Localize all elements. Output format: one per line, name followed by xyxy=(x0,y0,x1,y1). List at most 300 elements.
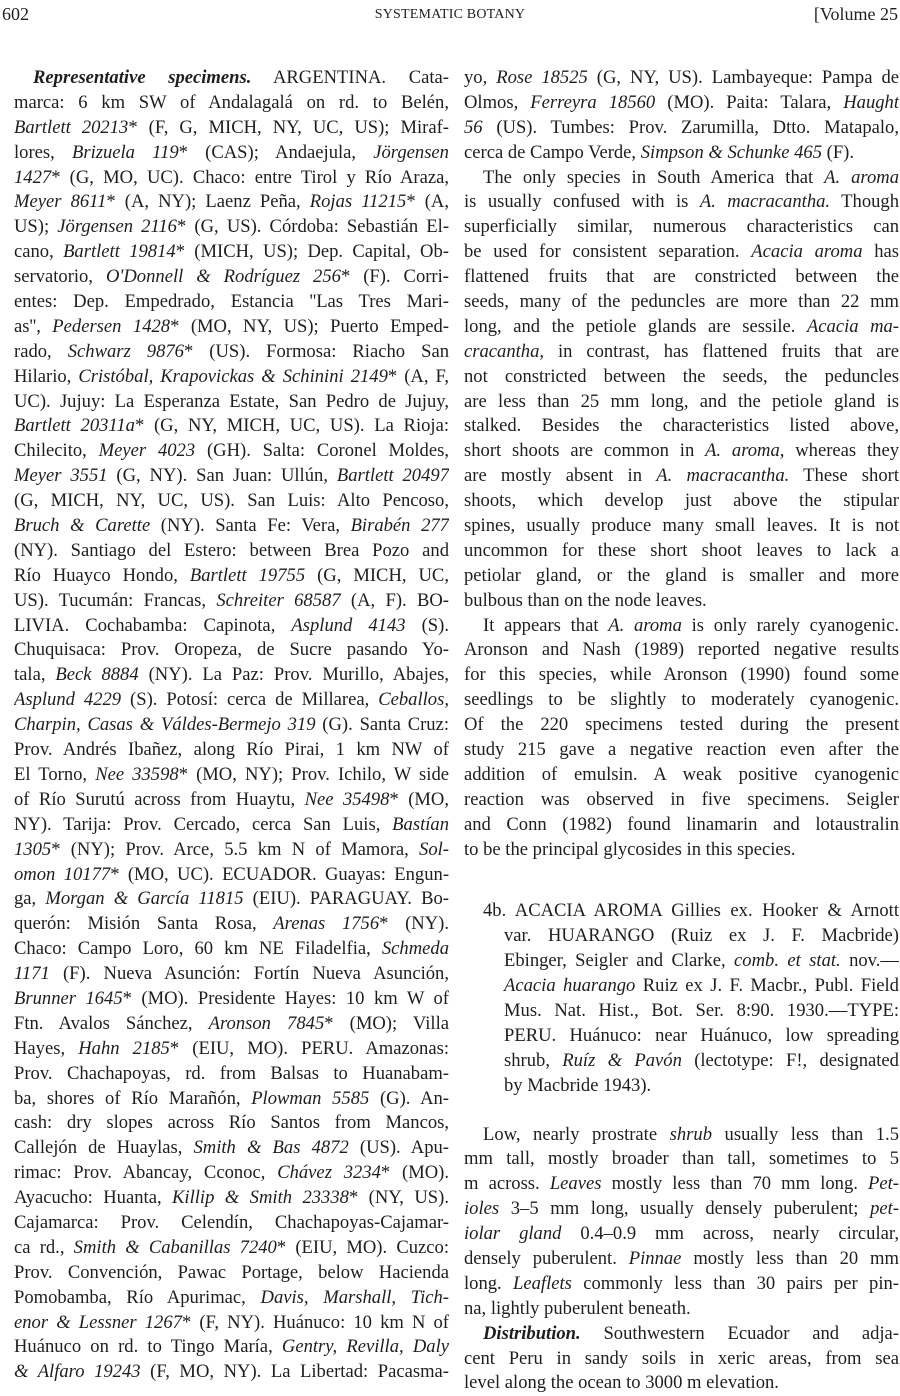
italic-text: & Alfaro 19243 xyxy=(14,1361,141,1383)
left-text-line xyxy=(14,1236,449,1261)
text-run: mostly less than 70 mm long. xyxy=(601,1173,869,1195)
text-run: (S). xyxy=(405,614,449,636)
right-text-line xyxy=(464,1123,899,1148)
italic-text: Pinnae xyxy=(628,1247,682,1269)
text-run: petiolar gland, or the gland is smaller and more xyxy=(464,564,899,586)
text-run: LIVIA. Cochabamba: Capinota, xyxy=(14,614,292,636)
text-run: m across. xyxy=(464,1173,550,1195)
italic-text: Ferreyra 18560 xyxy=(530,91,656,113)
italic-text: Beck 8884 xyxy=(55,664,139,686)
text-run: Hilario, xyxy=(14,365,79,387)
text-run: for this species, while Aronson (1990) found some xyxy=(464,664,899,686)
text-run: Ruiz ex J. F. Macbr., Publ. Field xyxy=(635,975,899,997)
text-run: * (G, NY, MICH, UC, US). La Rioja: xyxy=(134,415,449,437)
italic-text: 1427 xyxy=(14,166,52,188)
left-text-line xyxy=(14,91,449,116)
text-run: * (EIU, MO). Cuzco: xyxy=(276,1236,449,1258)
italic-text: Hahn 2185 xyxy=(78,1037,170,1059)
text-run: * (MO). Presidente Hayes: 10 km W of xyxy=(122,987,449,1009)
left-column xyxy=(14,66,449,1385)
italic-text: Pedersen 1428 xyxy=(52,315,171,337)
left-text-line xyxy=(14,439,449,464)
italic-text: Nee 33598 xyxy=(95,763,179,785)
text-run: long. xyxy=(464,1272,514,1294)
right-text-line xyxy=(464,66,899,91)
text-run: Aronson and Nash (1989) reported negative results xyxy=(464,639,899,661)
right-text-line xyxy=(464,974,899,999)
text-run: The only species in South America that xyxy=(483,166,825,188)
text-run: is usually confused with is xyxy=(464,191,700,213)
text-run: usually less than 1.5 xyxy=(712,1123,899,1145)
text-run: 4b. ACACIA AROMA Gillies ex. Hooker & Arnott xyxy=(483,900,899,922)
text-run: * (NY, US). xyxy=(348,1187,449,1209)
text-run: Prov. Andrés Ibañez, along Río Pirai, 1 km NW of xyxy=(14,739,449,761)
italic-text: Aronson 7845 xyxy=(208,1012,325,1034)
right-text-line xyxy=(464,91,899,116)
right-text-line xyxy=(464,539,899,564)
text-run: (F). Nueva Asunción: Fortín Nueva Asunción, xyxy=(49,963,449,985)
left-text-line xyxy=(14,912,449,937)
text-run: Mus. Nat. Hist., Bot. Ser. 8:90. 1930.—TYPE: xyxy=(504,999,899,1021)
text-run: mostly less than 20 mm xyxy=(681,1247,899,1269)
text-run: * (US). Formosa: Riacho San xyxy=(183,340,449,362)
text-run: shoots, which develop just above the stipular xyxy=(464,490,899,512)
right-text-line xyxy=(464,688,899,713)
left-text-line xyxy=(14,887,449,912)
right-text-line xyxy=(464,788,899,813)
italic-text: Sol- xyxy=(419,838,449,860)
right-text-line xyxy=(464,141,899,166)
text-run: Chilecito, xyxy=(14,440,99,462)
text-run: seeds, many of the peduncles are more than 22 mm xyxy=(464,291,899,313)
italic-text: pet- xyxy=(870,1198,899,1220)
text-run: short shoots are common in xyxy=(464,440,706,462)
text-run: (G). An- xyxy=(369,1087,449,1109)
text-run: ba, shores of Río Marañón, xyxy=(14,1087,252,1109)
text-run: Cajamarca: Prov. Celendín, Chachapoyas-Cajamar- xyxy=(14,1211,449,1233)
italic-text: Chávez 3234 xyxy=(277,1162,381,1184)
left-text-line xyxy=(14,365,449,390)
text-run: superficially similar, numerous characteristics can xyxy=(464,216,899,238)
text-run: 0.4–0.9 mm across, nearly circular, xyxy=(561,1223,899,1245)
italic-text: Schmeda xyxy=(381,938,449,960)
left-text-line xyxy=(14,414,449,439)
left-text-line xyxy=(14,340,449,365)
right-text-line xyxy=(464,813,899,838)
left-text-line xyxy=(14,863,449,888)
right-text-line xyxy=(464,638,899,663)
text-run: * (MO); Villa xyxy=(324,1012,449,1034)
text-run: Ftn. Avalos Sánchez, xyxy=(14,1012,209,1034)
right-text-line xyxy=(464,589,899,614)
right-text-line xyxy=(464,1197,899,1222)
left-text-line xyxy=(14,987,449,1012)
italic-text: Jörgensen xyxy=(373,141,449,163)
italic-text: cracantha, xyxy=(464,340,545,362)
text-run: Huánuco on rd. to Tingo María, xyxy=(14,1336,282,1358)
right-text-line xyxy=(464,489,899,514)
left-text-line xyxy=(14,1161,449,1186)
right-text-line xyxy=(464,663,899,688)
text-run: Ebinger, Seigler and Clarke, xyxy=(504,950,735,972)
italic-text: Haught xyxy=(843,91,899,113)
text-run: servatorio, xyxy=(14,266,106,288)
right-text-line xyxy=(464,614,899,639)
left-text-line xyxy=(14,937,449,962)
right-text-line xyxy=(464,414,899,439)
text-run: (G). Santa Cruz: xyxy=(315,714,449,736)
text-run: marca: 6 km SW of Andalagalá on rd. to Belén, xyxy=(14,91,449,113)
left-text-line xyxy=(14,464,449,489)
left-text-line xyxy=(14,1087,449,1112)
left-text-line xyxy=(14,763,449,788)
text-run: densely puberulent. xyxy=(464,1247,629,1269)
right-text-line xyxy=(464,439,899,464)
right-text-line xyxy=(464,340,899,365)
text-run: (S). Potosí: cerca de Millarea, xyxy=(121,689,379,711)
left-text-line xyxy=(14,713,449,738)
text-run: El Torno, xyxy=(14,763,96,785)
text-run: Of the 220 specimens tested during the present xyxy=(464,714,899,736)
right-text-line xyxy=(464,713,899,738)
text-run: cerca de Campo Verde, xyxy=(464,141,641,163)
italic-text: Meyer 4023 xyxy=(98,440,196,462)
italic-text: Asplund 4143 xyxy=(291,614,406,636)
italic-text: Bruch & Carette xyxy=(14,515,151,537)
text-run: lores, xyxy=(14,141,72,163)
right-text-line xyxy=(464,738,899,763)
text-run: spines, usually produce many small leaves. It is not xyxy=(464,515,899,537)
italic-text: Acacia aroma xyxy=(751,241,863,263)
italic-text: Cristóbal, Krapovickas & Schinini 2149 xyxy=(78,365,388,387)
left-text-line xyxy=(14,1037,449,1062)
text-run: Pomobamba, Río Apurimac, xyxy=(14,1286,261,1308)
text-run: (G, MICH, UC, xyxy=(305,564,449,586)
italic-text: Davis, Marshall, Tich- xyxy=(260,1286,449,1308)
left-text-line xyxy=(14,141,449,166)
text-run: Ayacucho: Huanta, xyxy=(14,1187,173,1209)
left-text-line xyxy=(14,1062,449,1087)
left-text-line xyxy=(14,1261,449,1286)
italic-text: Bartlett 19755 xyxy=(189,564,306,586)
left-text-line xyxy=(14,215,449,240)
text-run: is only rarely cyanogenic. xyxy=(681,614,899,636)
text-run: ARGENTINA. Cata- xyxy=(251,67,449,88)
text-run: (G, NY). San Juan: Ullún, xyxy=(107,465,337,487)
left-text-line xyxy=(14,638,449,663)
left-text-line xyxy=(14,1335,449,1360)
text-run: * (A, xyxy=(406,191,449,213)
right-text-line xyxy=(464,1024,899,1049)
text-run: and Conn (1982) found linamarin and lotaustralin xyxy=(464,813,899,835)
left-text-line xyxy=(14,1286,449,1311)
text-run: long, and the petiole glands are sessile. xyxy=(464,315,807,337)
italic-text: Meyer 8611 xyxy=(14,191,107,213)
text-run: Chuquisaca: Prov. Oropeza, de Sucre pasando Yo- xyxy=(14,639,449,661)
section-heading: Representative specimens. xyxy=(33,67,252,88)
text-run: 3–5 mm long, usually densely puberulent; xyxy=(499,1198,871,1220)
spacer xyxy=(464,887,899,899)
text-run: (F, MO, NY). La Libertad: Pacasma- xyxy=(140,1361,449,1383)
italic-text: Ceballos, xyxy=(378,689,449,711)
left-text-line xyxy=(14,564,449,589)
italic-text: Ruíz & Pavón xyxy=(562,1049,682,1071)
right-text-line xyxy=(464,1147,899,1172)
text-run: * (F, G, MICH, NY, UC, US); Miraf- xyxy=(128,116,449,138)
right-column xyxy=(464,66,899,1396)
text-run: cent Peru in sandy soils in xeric areas, from sea xyxy=(464,1347,899,1369)
text-run: * (EIU, MO). PERU. Amazonas: xyxy=(169,1037,449,1059)
text-run: Río Huayco Hondo, xyxy=(14,564,190,586)
right-text-line xyxy=(464,999,899,1024)
italic-text: 56 xyxy=(464,116,483,138)
text-run: by Macbride 1943). xyxy=(504,1074,652,1096)
left-text-line xyxy=(14,1111,449,1136)
text-run: entes: Dep. Empedrado, Estancia ''Las Tres Mari- xyxy=(14,291,449,313)
italic-text: Birabén 277 xyxy=(350,515,449,537)
italic-text: Pet- xyxy=(868,1173,899,1195)
right-text-line xyxy=(464,1247,899,1272)
italic-text: Bartlett 20213 xyxy=(14,116,129,138)
text-run: tala, xyxy=(14,664,56,686)
italic-text: A. aroma xyxy=(824,166,899,188)
text-run: not constricted between the seeds, the peduncles xyxy=(464,365,899,387)
right-text-line xyxy=(464,215,899,240)
text-run: * (MO). xyxy=(380,1162,449,1184)
italic-text: Brunner 1645 xyxy=(14,987,123,1009)
italic-text: Bartlett 20497 xyxy=(336,465,449,487)
italic-text: Smith & Cabanillas 7240 xyxy=(73,1236,277,1258)
text-run: (NY). Santa Fe: Vera, xyxy=(150,515,351,537)
left-text-line xyxy=(14,589,449,614)
left-text-line xyxy=(14,489,449,514)
text-run: addition of emulsin. A weak positive cyanogenic xyxy=(464,763,899,785)
right-text-line xyxy=(464,924,899,949)
left-text-line xyxy=(14,813,449,838)
italic-text: Gentry, Revilla, Daly xyxy=(281,1336,449,1358)
text-run: Prov. Chachapoyas, rd. from Balsas to Huanabam- xyxy=(14,1062,449,1084)
text-run: * (MO, UC). ECUADOR. Guayas: Engun- xyxy=(110,863,449,885)
italic-text: Plowman 5585 xyxy=(251,1087,370,1109)
left-text-line xyxy=(14,265,449,290)
text-run: US). Tucumán: Francas, xyxy=(14,589,217,611)
text-run: are less than 25 mm long, and the petiole gland is xyxy=(464,390,899,412)
italic-text: Smith & Bas 4872 xyxy=(193,1137,349,1159)
text-run: Olmos, xyxy=(464,91,531,113)
left-text-line xyxy=(14,116,449,141)
italic-text: O'Donnell & Rodríguez 256 xyxy=(105,266,341,288)
italic-text: shrub xyxy=(669,1123,713,1145)
right-text-line xyxy=(464,514,899,539)
text-run: bulbous than on the node leaves. xyxy=(464,589,707,611)
left-text-line xyxy=(14,614,449,639)
spacer xyxy=(464,863,899,888)
right-text-line xyxy=(464,265,899,290)
italic-text: ioles xyxy=(464,1198,500,1220)
text-run: US); xyxy=(14,216,58,238)
text-run: shrub, xyxy=(504,1049,563,1071)
left-text-line xyxy=(14,1186,449,1211)
text-run: It appears that xyxy=(483,614,609,636)
text-run: to be the principal glycosides in this species. xyxy=(464,838,796,860)
italic-text: Schwarz 9876 xyxy=(67,340,184,362)
italic-text: enor & Lessner 1267 xyxy=(14,1311,182,1333)
right-text-line xyxy=(464,1371,899,1396)
italic-text: Arenas 1756 xyxy=(273,913,380,935)
right-text-line xyxy=(464,1049,899,1074)
journal-title: SYSTEMATIC BOTANY xyxy=(374,7,526,22)
italic-text: 1305 xyxy=(14,838,52,860)
right-text-line xyxy=(464,1272,899,1297)
left-text-line xyxy=(14,190,449,215)
text-run: level along the ocean to 3000 m elevation. xyxy=(464,1372,779,1394)
italic-text: Charpin, Casas & Váldes-Bermejo 319 xyxy=(14,714,316,736)
italic-text: A. macracantha. xyxy=(656,465,790,487)
text-run: ca rd., xyxy=(14,1236,74,1258)
italic-text: Jörgensen 2116 xyxy=(57,216,177,238)
text-run: seedlings to be slightly to moderately cyanogenic. xyxy=(464,689,899,711)
spacer xyxy=(464,1111,899,1123)
italic-text: Bastían xyxy=(392,813,449,835)
text-run: Though xyxy=(830,191,899,213)
text-run: Callejón de Huaylas, xyxy=(14,1137,194,1159)
text-run: yo, xyxy=(464,67,497,88)
left-text-line xyxy=(14,1136,449,1161)
left-text-line xyxy=(14,788,449,813)
text-run: UC). Jujuy: La Esperanza Estate, San Pedro de Jujuy, xyxy=(14,390,449,412)
text-run: * (MO, xyxy=(389,788,449,810)
left-text-line xyxy=(14,539,449,564)
italic-text: Acacia huarango xyxy=(504,975,636,997)
italic-text: Leaves xyxy=(549,1173,602,1195)
right-text-line xyxy=(464,464,899,489)
text-run: * (CAS); Andaejula, xyxy=(178,141,374,163)
text-run: (MO). Paita: Talara, xyxy=(655,91,844,113)
left-text-line xyxy=(14,240,449,265)
left-text-line xyxy=(14,1360,449,1385)
right-text-line xyxy=(464,564,899,589)
right-text-line xyxy=(464,1322,899,1347)
page-number: 602 xyxy=(2,4,29,24)
text-run: (A, F). BO- xyxy=(340,589,449,611)
right-text-line xyxy=(464,240,899,265)
spacer xyxy=(464,1099,899,1111)
left-text-line xyxy=(14,663,449,688)
italic-text: A. macracantha. xyxy=(699,191,831,213)
italic-text: Schreiter 68587 xyxy=(216,589,341,611)
text-run: Hayes, xyxy=(14,1037,79,1059)
text-run: (US). Tumbes: Prov. Zarumilla, Dtto. Matapalo, xyxy=(482,116,899,138)
text-run: (US). Apu- xyxy=(348,1137,449,1159)
text-run: whereas they xyxy=(784,440,899,462)
text-run: are mostly absent in xyxy=(464,465,657,487)
text-run: * (F, NY). Huánuco: 10 km N of xyxy=(181,1311,449,1333)
text-run: na, lightly puberulent beneath. xyxy=(464,1297,691,1319)
right-text-line xyxy=(464,949,899,974)
italic-text: Asplund 4229 xyxy=(14,689,122,711)
text-run: be used for consistent separation. xyxy=(464,241,752,263)
text-run: nov.— xyxy=(840,950,899,972)
text-run: has xyxy=(862,241,899,263)
right-text-line xyxy=(464,1347,899,1372)
right-text-line xyxy=(464,315,899,340)
text-run: (G, NY, US). Lambayeque: Pampa de xyxy=(587,67,899,88)
text-run: * (MICH, US); Dep. Capital, Ob- xyxy=(175,241,449,263)
text-run: mm tall, mostly broader than tall, sometimes to 5 xyxy=(464,1148,899,1170)
text-run: Chaco: Campo Loro, 60 km NE Filadelfia, xyxy=(14,938,382,960)
text-run: as'', xyxy=(14,315,53,337)
right-text-line xyxy=(464,166,899,191)
right-text-line xyxy=(464,1222,899,1247)
text-run: reaction was observed in five specimens. Seigler xyxy=(464,788,899,810)
text-run: (F). xyxy=(822,141,855,163)
right-text-line xyxy=(464,838,899,863)
left-text-line xyxy=(14,66,449,91)
text-run: Low, nearly prostrate xyxy=(483,1123,670,1145)
text-run: PERU. Huánuco: near Huánuco, low spreading xyxy=(504,1024,899,1046)
text-run: (NY). La Paz: Prov. Murillo, Abajes, xyxy=(138,664,449,686)
left-text-line xyxy=(14,1012,449,1037)
text-run: * (F). Corri- xyxy=(340,266,449,288)
text-run: cash: dry slopes across Río Santos from Mancos, xyxy=(14,1112,449,1134)
text-run: in contrast, has flattened fruits that are xyxy=(544,340,899,362)
left-text-line xyxy=(14,838,449,863)
text-run: of Río Surutú across from Huaytu, xyxy=(14,788,305,810)
text-run: * (A, F, xyxy=(387,365,449,387)
right-text-line xyxy=(464,290,899,315)
italic-text: Nee 35498 xyxy=(304,788,390,810)
right-text-line xyxy=(464,190,899,215)
text-run: ga, xyxy=(14,888,46,910)
right-text-line xyxy=(464,1172,899,1197)
right-text-line xyxy=(464,763,899,788)
right-text-line xyxy=(464,1074,899,1099)
text-run: (NY). Santiago del Estero: between Brea Pozo and xyxy=(14,539,449,561)
text-run: querón: Misión Santa Rosa, xyxy=(14,913,274,935)
italic-text: comb. et stat. xyxy=(734,950,841,972)
right-text-line xyxy=(464,1297,899,1322)
right-text-line xyxy=(464,899,899,924)
text-run: (lectotype: F!, designated xyxy=(681,1049,899,1071)
text-run: commonly less than 30 pairs per pin- xyxy=(571,1272,899,1294)
running-head xyxy=(0,4,900,28)
italic-text: Morgan & García 11815 xyxy=(45,888,244,910)
text-run: Prov. Convención, Pawac Portage, below Hacienda xyxy=(14,1261,449,1283)
italic-text: Killip & Smith 23338 xyxy=(172,1187,349,1209)
italic-text: Acacia ma- xyxy=(806,315,899,337)
italic-text: Rojas 11215 xyxy=(309,191,407,213)
italic-text: omon 10177 xyxy=(14,863,111,885)
italic-text: Brizuela 119 xyxy=(71,141,179,163)
left-text-line xyxy=(14,1211,449,1236)
text-run: * (G, US). Córdoba: Sebastián El- xyxy=(176,216,449,238)
text-run: rimac: Prov. Abancay, Cconoc, xyxy=(14,1162,278,1184)
italic-text: Bartlett 20311a xyxy=(14,415,135,437)
text-run: * (G, MO, UC). Chaco: entre Tirol y Río Araza, xyxy=(51,166,449,188)
text-run: * (MO, NY); Prov. Ichilo, W side xyxy=(178,763,449,785)
italic-text: Simpson & Schunke 465 xyxy=(640,141,822,163)
text-run: (GH). Salta: Coronel Moldes, xyxy=(195,440,449,462)
italic-text: A. aroma, xyxy=(705,440,785,462)
text-run: * (NY); Prov. Arce, 5.5 km N of Mamora, xyxy=(51,838,420,860)
text-run: * (A, NY); Laenz Peña, xyxy=(106,191,310,213)
text-run: rado, xyxy=(14,340,68,362)
right-text-line xyxy=(464,365,899,390)
left-text-line xyxy=(14,315,449,340)
text-run: (EIU). PARAGUAY. Bo- xyxy=(243,888,449,910)
left-text-line xyxy=(14,514,449,539)
left-text-line xyxy=(14,166,449,191)
